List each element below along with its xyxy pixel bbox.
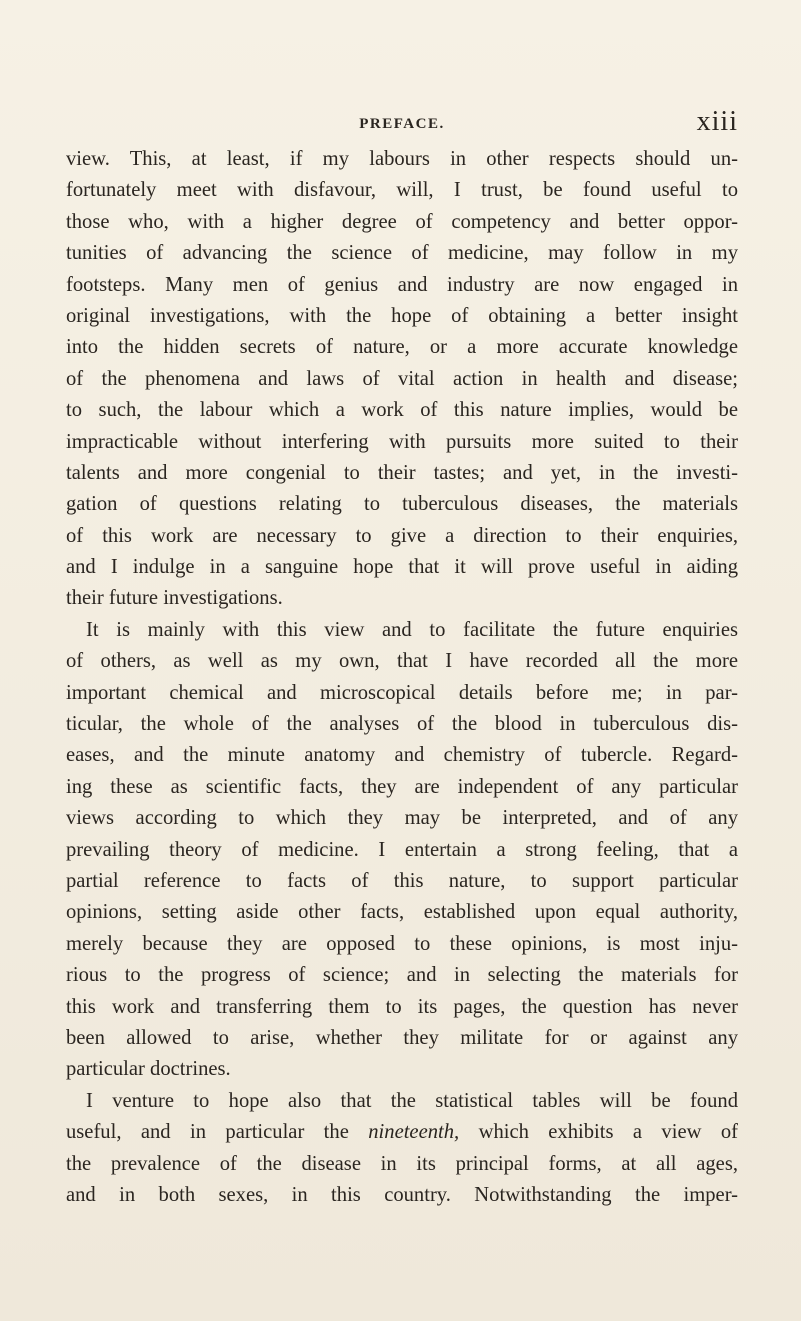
text-line: gation of questions relating to tuberculous diseases, the materials — [66, 493, 738, 516]
text-line: impracticable without interfering with pursuits more suited to their — [66, 430, 738, 453]
text-line: eases, and the minute anatomy and chemistry of tubercle. Regard- — [66, 744, 738, 767]
text-line: original investigations, with the hope of obtaining a better insight — [66, 304, 738, 327]
text-span: which exhibits a view of — [459, 1121, 738, 1144]
text-line: footsteps. Many men of genius and industry are now engaged in — [66, 273, 738, 296]
text-line: this work and transferring them to its pages, the question has never — [66, 995, 738, 1018]
text-line: ticular, the whole of the analyses of the blood in tuberculous dis- — [66, 713, 738, 736]
page-number: xiii — [696, 106, 738, 137]
text-line: opinions, setting aside other facts, established upon equal authority, — [66, 901, 738, 924]
text-line: I venture to hope also that the statistical tables will be found — [86, 1089, 738, 1112]
text-line: into the hidden secrets of nature, or a more accurate knowledge — [66, 336, 738, 359]
text-line: talents and more congenial to their tastes; and yet, in the investi- — [66, 461, 738, 484]
text-line: prevailing theory of medicine. I entertain a strong feeling, that a — [66, 838, 738, 861]
text-line: to such, the labour which a work of this nature implies, would be — [66, 399, 738, 422]
text-line: been allowed to arise, whether they militate for or against any — [66, 1026, 738, 1049]
text-line: and I indulge in a sanguine hope that it will prove useful in aiding — [66, 556, 738, 579]
text-line-with-emphasis — [66, 1117, 738, 1148]
body-text — [66, 144, 738, 1211]
text-line: tunities of advancing the science of medicine, may follow in my — [66, 242, 738, 265]
text-line: It is mainly with this view and to facilitate the future enquiries — [86, 618, 738, 641]
text-line: their future investigations. — [66, 587, 283, 610]
text-line: ing these as scientific facts, they are independent of any particular — [66, 775, 738, 798]
text-line: those who, with a higher degree of competency and better oppor- — [66, 210, 738, 233]
text-line: partial reference to facts of this nature, to support particular — [66, 869, 738, 892]
running-head — [66, 104, 738, 136]
text-span: useful, and in particular the — [66, 1121, 369, 1144]
text-line: views according to which they may be interpreted, and of any — [66, 807, 738, 830]
text-line: of others, as well as my own, that I have recorded all the more — [66, 650, 738, 673]
text-line: and in both sexes, in this country. Notwithstanding the imper- — [66, 1183, 738, 1206]
text-line: particular doctrines. — [66, 1058, 231, 1081]
text-line: important chemical and microscopical details before me; in par- — [66, 681, 738, 704]
text-line: of the phenomena and laws of vital action in health and disease; — [66, 367, 738, 390]
text-line: fortunately meet with disfavour, will, I trust, be found useful to — [66, 179, 738, 202]
text-line: the prevalence of the disease in its principal forms, at all ages, — [66, 1152, 738, 1175]
text-line: of this work are necessary to give a direction to their enquiries, — [66, 524, 738, 547]
text-line: rious to the progress of science; and in selecting the materials for — [66, 964, 738, 987]
text-line: view. This, at least, if my labours in other respects should un- — [66, 148, 738, 170]
text-line: merely because they are opposed to these opinions, is most inju- — [66, 932, 738, 955]
emphasis-span: nineteenth, — [368, 1121, 460, 1144]
running-title: PREFACE. — [359, 116, 445, 132]
